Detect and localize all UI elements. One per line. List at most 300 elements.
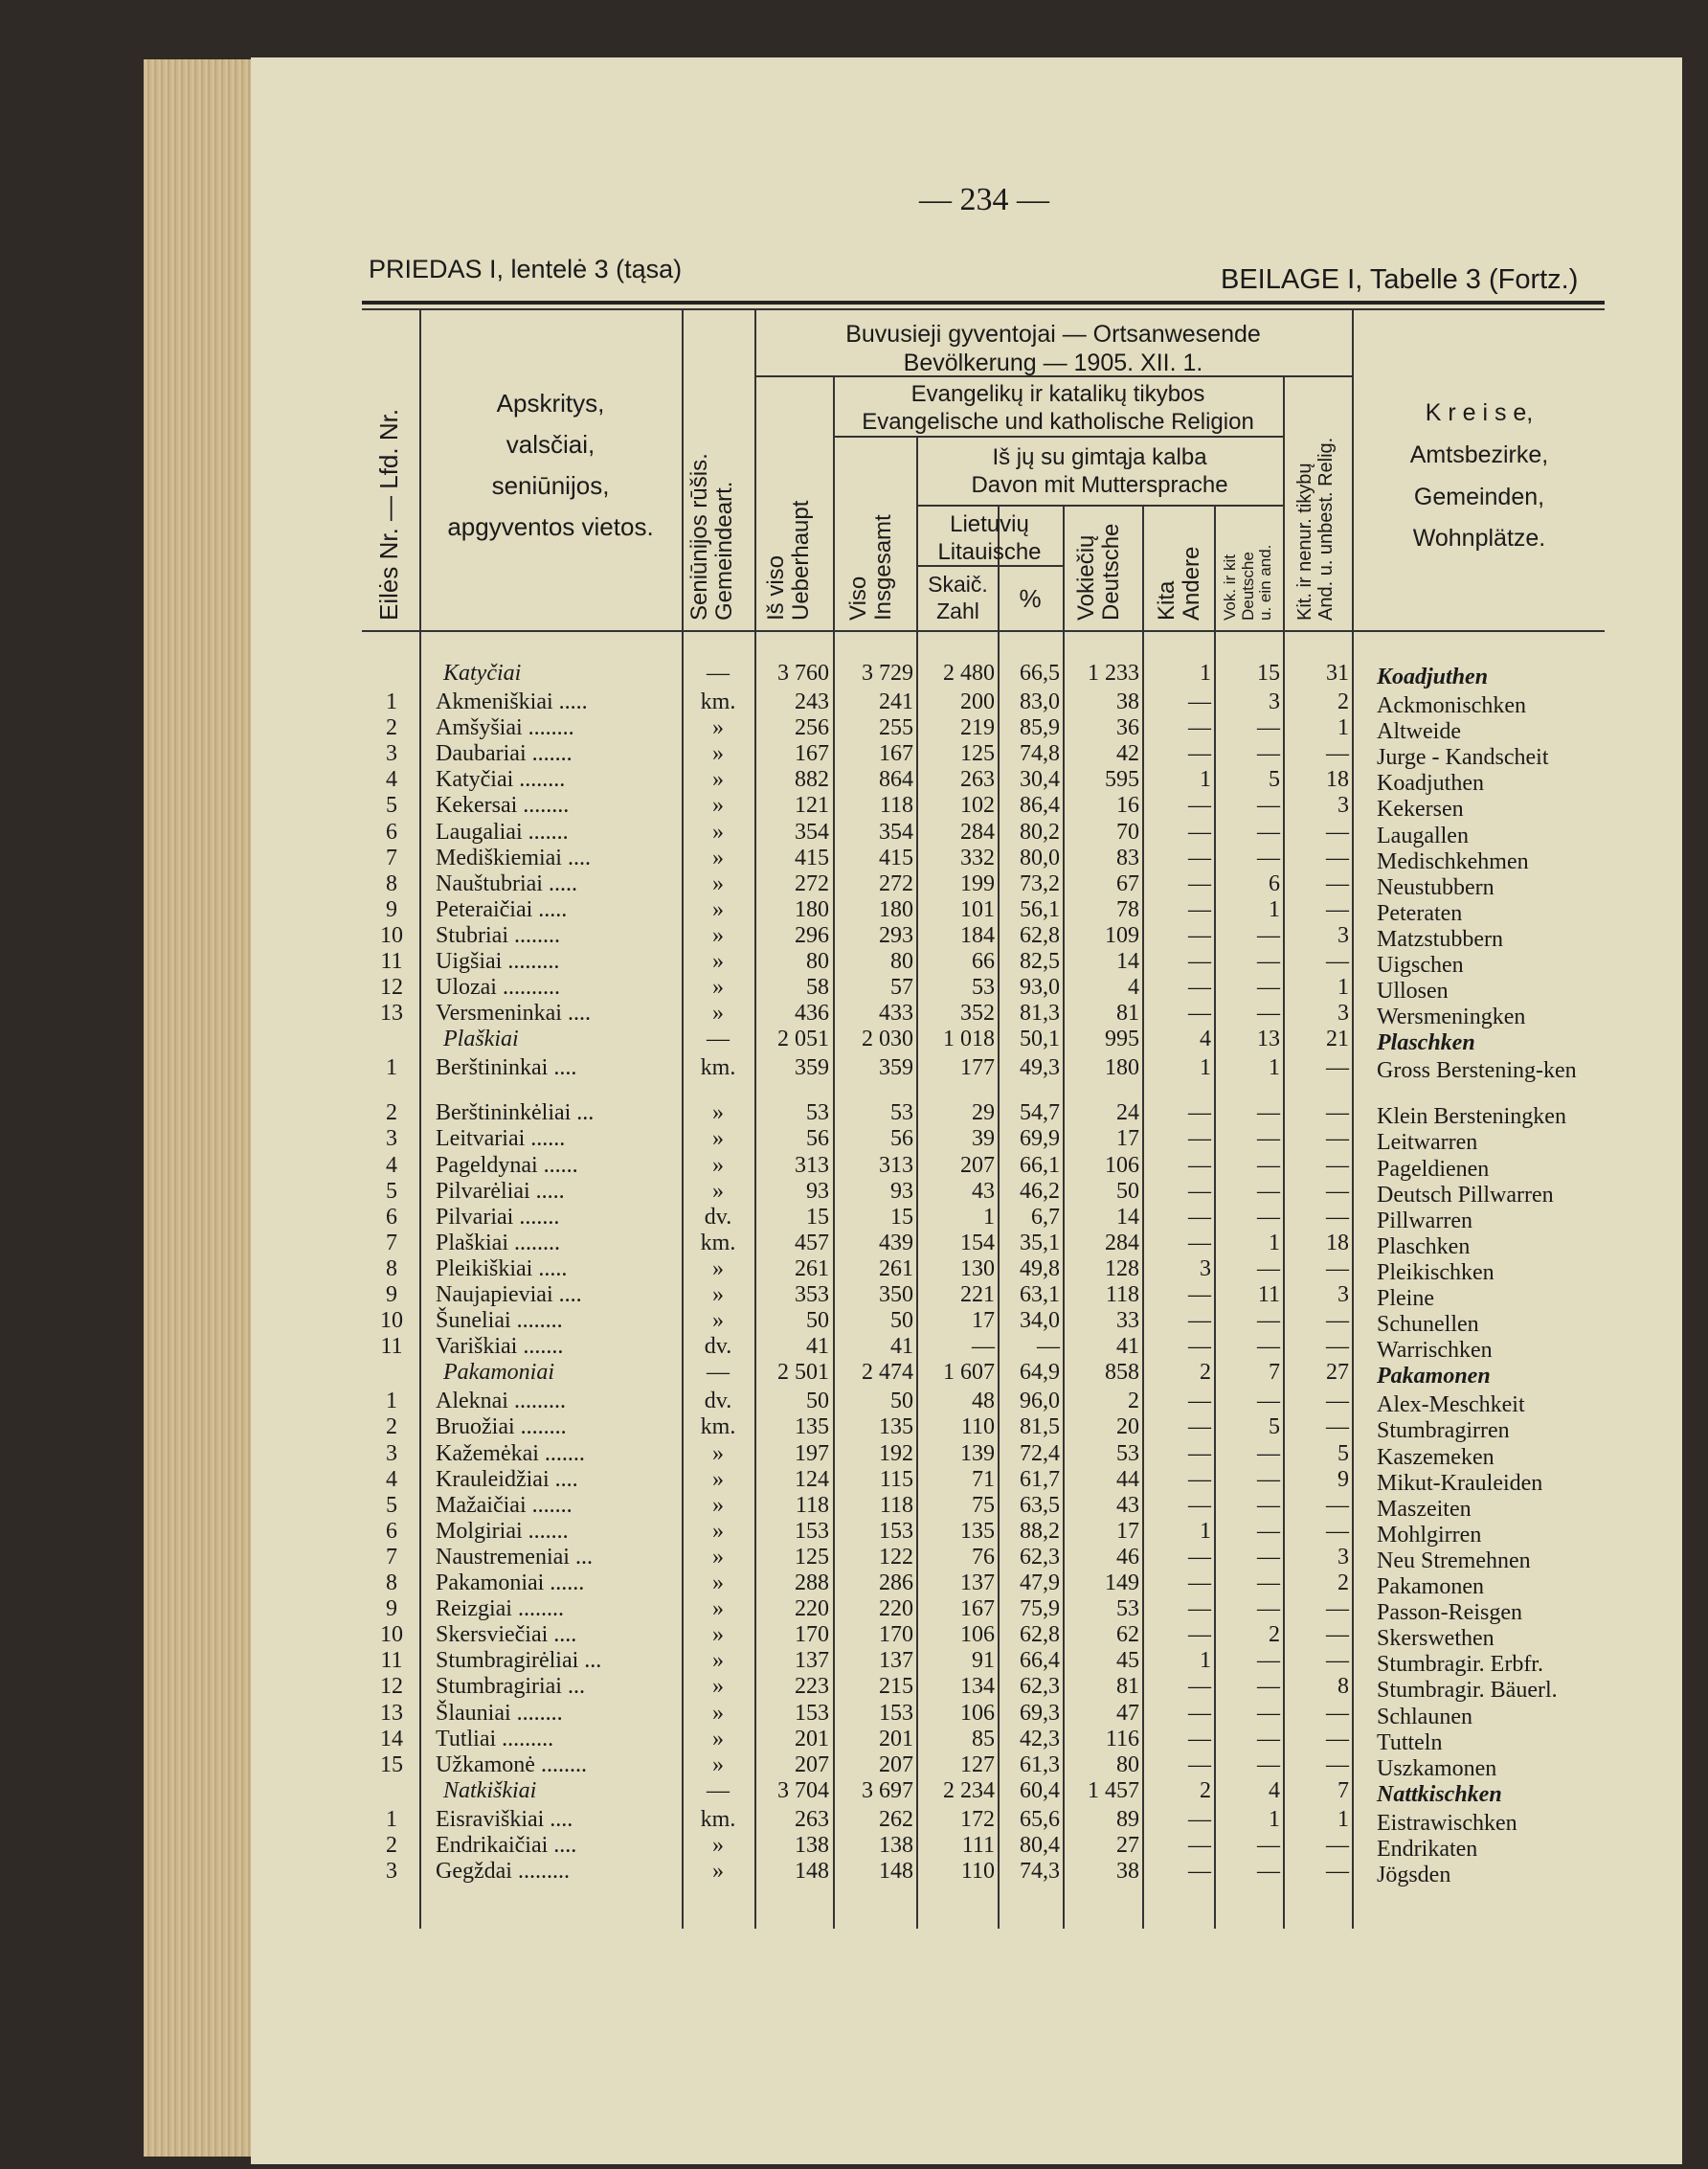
cell-pct: 49,8	[1020, 1255, 1060, 1281]
cell-pct: 60,4	[1020, 1777, 1060, 1803]
cell-skaic: 284	[960, 819, 995, 845]
cell-vok: 53	[1116, 1440, 1139, 1466]
cell-kita: 1	[1200, 1055, 1211, 1081]
cell-kita: —	[1188, 845, 1211, 870]
cell-total: 313	[795, 1152, 829, 1178]
hdr-name-line-4: apgyventos vietos.	[447, 511, 654, 541]
cell-pct: 63,1	[1020, 1282, 1060, 1307]
cell-kit: —	[1326, 896, 1349, 922]
cell-skaic: 1 018	[943, 1027, 995, 1052]
cell-de: Peteraten	[1377, 900, 1463, 926]
cell-kit: 18	[1326, 767, 1349, 793]
cell-vokkit: —	[1257, 1674, 1280, 1700]
cell-name: Stumbragirėliai ...	[436, 1648, 602, 1674]
cell-type: »	[712, 715, 724, 741]
cell-type: »	[712, 1832, 724, 1858]
cell-type: »	[712, 1622, 724, 1648]
cell-vokkit: —	[1257, 1126, 1280, 1152]
cell-type: »	[712, 1001, 724, 1027]
cell-type: km.	[700, 689, 736, 714]
cell-vokkit: —	[1257, 1440, 1280, 1466]
cell-kit: —	[1326, 1152, 1349, 1178]
cell-viso: 2 030	[862, 1027, 913, 1052]
top-rule-thin	[362, 308, 1605, 310]
cell-vokkit: 1	[1269, 1055, 1280, 1081]
cell-total: 137	[795, 1648, 829, 1674]
cell-skaic: 177	[960, 1055, 995, 1081]
cell-vokkit: —	[1257, 1751, 1280, 1777]
cell-kit: —	[1326, 1308, 1349, 1334]
cell-kita: —	[1188, 1700, 1211, 1726]
cell-type: »	[712, 1648, 724, 1674]
hdr-viso	[846, 514, 897, 621]
cell-skaic: —	[972, 1334, 995, 1360]
cell-viso: 153	[879, 1700, 913, 1726]
cell-pct: 72,4	[1020, 1440, 1060, 1466]
cell-kit: 1	[1337, 975, 1349, 1001]
cell-type: »	[712, 1544, 724, 1570]
cell-vok: 70	[1116, 819, 1139, 845]
cell-type: »	[712, 1859, 724, 1884]
cell-vok: 44	[1116, 1466, 1139, 1492]
cell-vok: 38	[1116, 689, 1139, 714]
cell-total: 170	[795, 1622, 829, 1648]
header-left: PRIEDAS I, lentelė 3 (tąsa)	[369, 255, 683, 283]
cell-vok: 89	[1116, 1806, 1139, 1832]
cell-kit: —	[1326, 1178, 1349, 1204]
cell-total: 93	[806, 1178, 829, 1204]
cell-vokkit: —	[1257, 949, 1280, 974]
cell-kit: —	[1326, 1596, 1349, 1622]
hdr-type	[687, 453, 738, 621]
cell-viso: 3 697	[862, 1777, 913, 1803]
cell-de: Leitwarren	[1377, 1130, 1478, 1156]
cell-total: 457	[795, 1230, 829, 1255]
cell-type: »	[712, 1570, 724, 1595]
cell-total: 2 051	[777, 1027, 829, 1052]
cell-vok: 149	[1105, 1570, 1139, 1595]
cell-pct: 61,3	[1020, 1751, 1060, 1777]
cell-skaic: 2 480	[943, 661, 995, 686]
cell-kit: —	[1326, 1255, 1349, 1281]
cell-kita: —	[1188, 1859, 1211, 1884]
cell-viso: 313	[879, 1152, 913, 1178]
cell-skaic: 106	[960, 1622, 995, 1648]
cell-total: 58	[806, 975, 829, 1001]
cell-name: Skersviečiai ....	[436, 1622, 577, 1648]
cell-type: »	[712, 793, 724, 819]
cell-type: —	[707, 1777, 730, 1803]
cell-vok: 17	[1116, 1126, 1139, 1152]
cell-kit: —	[1326, 819, 1349, 845]
cell-pct: 62,3	[1020, 1544, 1060, 1570]
cell-kita: —	[1188, 1726, 1211, 1751]
cell-nr: 7	[386, 1230, 397, 1255]
cell-vokkit: 1	[1269, 1230, 1280, 1255]
cell-type: »	[712, 1255, 724, 1281]
cell-total: 288	[795, 1570, 829, 1595]
cell-name: Leitvariai ......	[436, 1126, 566, 1152]
cell-vokkit: —	[1257, 1700, 1280, 1726]
cell-viso: 50	[890, 1308, 913, 1334]
hdr-total-line-2: Ueberhaupt	[788, 500, 815, 621]
cell-viso: 864	[879, 767, 913, 793]
cell-de: Laugallen	[1377, 823, 1469, 848]
cell-kit: 31	[1326, 661, 1349, 686]
cell-vok: 67	[1116, 870, 1139, 896]
cell-de: Alex-Meschkeit	[1377, 1392, 1525, 1418]
cell-kit: 9	[1337, 1466, 1349, 1492]
cell-vokkit: —	[1257, 741, 1280, 767]
cell-pct: 80,0	[1020, 845, 1060, 870]
cell-total: 415	[795, 845, 829, 870]
cell-type: km.	[700, 1055, 736, 1081]
cell-kit: 2	[1337, 689, 1349, 714]
cell-de: Kekersen	[1377, 797, 1464, 823]
cell-type: »	[712, 1440, 724, 1466]
cell-name: Kekersai ........	[436, 793, 570, 819]
cell-kita: 1	[1200, 767, 1211, 793]
hdr-name-line-2: valsčiai,	[506, 429, 596, 459]
cell-vok: 116	[1105, 1726, 1139, 1751]
cell-name: Nauštubriai .....	[436, 870, 577, 896]
top-rule	[362, 301, 1605, 305]
cell-pct: 62,8	[1020, 1622, 1060, 1648]
cell-viso: 135	[879, 1414, 913, 1440]
cell-vok: 858	[1105, 1360, 1139, 1386]
cell-pct: 65,6	[1020, 1806, 1060, 1832]
cell-kita: —	[1188, 793, 1211, 819]
hdr-kit-religion-line-2: And. u. unbest. Relig.	[1315, 437, 1337, 621]
cell-viso: 433	[879, 1001, 913, 1027]
cell-pct: 62,8	[1020, 922, 1060, 948]
cell-vok: 27	[1116, 1832, 1139, 1858]
cell-kita: 2	[1200, 1360, 1211, 1386]
cell-vok: 41	[1116, 1334, 1139, 1360]
cell-skaic: 134	[960, 1674, 995, 1700]
cell-vok: 43	[1116, 1492, 1139, 1518]
cell-skaic: 1	[983, 1204, 995, 1230]
cell-vokkit: —	[1257, 715, 1280, 741]
cell-skaic: 17	[972, 1308, 995, 1334]
cell-kita: 1	[1200, 1518, 1211, 1544]
hdr-evangeliku-line-1: Evangelikų ir katalikų tikybos	[910, 381, 1205, 407]
hdr-lietuviu-line-1: Lietuvių	[950, 511, 1029, 537]
cell-kit: —	[1326, 1389, 1349, 1414]
cell-kit: —	[1326, 1622, 1349, 1648]
cell-viso: 359	[879, 1055, 913, 1081]
cell-vokkit: 15	[1257, 661, 1280, 686]
cell-vok: 595	[1105, 767, 1139, 793]
cell-nr: 7	[386, 845, 397, 870]
cell-kit: —	[1326, 845, 1349, 870]
cell-de: Neustubbern	[1377, 874, 1494, 900]
cell-nr: 7	[386, 1544, 397, 1570]
cell-total: 256	[795, 715, 829, 741]
cell-vokkit: —	[1257, 793, 1280, 819]
cell-kit: —	[1326, 1751, 1349, 1777]
cell-skaic: 48	[972, 1389, 995, 1414]
cell-vokkit: —	[1257, 1255, 1280, 1281]
cell-de: Schlaunen	[1377, 1704, 1472, 1729]
cell-total: 121	[795, 793, 829, 819]
cell-kit: —	[1326, 1100, 1349, 1126]
cell-nr: 11	[380, 1648, 403, 1674]
cell-type: »	[712, 1126, 724, 1152]
cell-skaic: 29	[972, 1100, 995, 1126]
cell-viso: 80	[890, 949, 913, 974]
cell-kita: 1	[1200, 1648, 1211, 1674]
cell-skaic: 110	[960, 1859, 995, 1884]
cell-total: 353	[795, 1282, 829, 1307]
cell-kita: —	[1188, 1152, 1211, 1178]
cell-name: Akmeniškiai .....	[436, 689, 588, 714]
cell-pct: 80,2	[1020, 819, 1060, 845]
cell-type: »	[712, 1308, 724, 1334]
cell-viso: 170	[879, 1622, 913, 1648]
cell-nr: 2	[386, 1832, 397, 1858]
cell-kita: —	[1188, 741, 1211, 767]
cell-kita: 3	[1200, 1255, 1211, 1281]
cell-skaic: 199	[960, 870, 995, 896]
cell-pct: —	[1037, 1334, 1060, 1360]
cell-pct: 69,3	[1020, 1700, 1060, 1726]
cell-vok: 83	[1116, 845, 1139, 870]
cell-kit: —	[1326, 870, 1349, 896]
cell-skaic: 200	[960, 689, 995, 714]
cell-type: »	[712, 819, 724, 845]
cell-kit: —	[1326, 949, 1349, 974]
cell-pct: 63,5	[1020, 1492, 1060, 1518]
cell-nr: 12	[380, 975, 403, 1001]
cell-name: Tutliai .........	[436, 1726, 554, 1751]
cell-name: Ulozai ..........	[436, 975, 560, 1001]
cell-nr: 15	[380, 1751, 403, 1777]
cell-vok: 17	[1116, 1518, 1139, 1544]
cell-kit: 1	[1337, 1806, 1349, 1832]
cell-vokkit: —	[1257, 1178, 1280, 1204]
cell-nr: 9	[386, 896, 397, 922]
cell-skaic: 184	[960, 922, 995, 948]
cell-name: Mediškiemiai ....	[436, 845, 591, 870]
cell-total: 223	[795, 1674, 829, 1700]
cell-nr: 6	[386, 819, 397, 845]
cell-kita: —	[1188, 1440, 1211, 1466]
cell-total: 243	[795, 689, 829, 714]
cell-kit: 7	[1337, 1777, 1349, 1803]
cell-name: Daubariai .......	[436, 741, 573, 767]
hdr-vokieciu-line-2: Deutsche	[1098, 523, 1125, 621]
hdr-line-gimtaja	[916, 505, 1283, 507]
hdr-vok-ir-kit-line-1: Vok. ir kit	[1221, 554, 1239, 621]
cell-pct: 66,4	[1020, 1648, 1060, 1674]
cell-viso: 272	[879, 870, 913, 896]
cell-skaic: 352	[960, 1001, 995, 1027]
hdr-nr: Eilės Nr. — Lfd. Nr.	[374, 408, 403, 621]
cell-skaic: 1 607	[943, 1360, 995, 1386]
cell-name: Krauleidžiai ....	[436, 1466, 578, 1492]
cell-total: 56	[806, 1126, 829, 1152]
cell-vok: 33	[1116, 1308, 1139, 1334]
cell-viso: 255	[879, 715, 913, 741]
cell-viso: 262	[879, 1806, 913, 1832]
cell-type: dv.	[704, 1389, 732, 1414]
cell-total: 80	[806, 949, 829, 974]
cell-vokkit: —	[1257, 845, 1280, 870]
cell-total: 882	[795, 767, 829, 793]
cell-pct: 49,3	[1020, 1055, 1060, 1081]
cell-kit: —	[1326, 741, 1349, 767]
cell-pct: 86,4	[1020, 793, 1060, 819]
cell-vokkit: —	[1257, 1466, 1280, 1492]
cell-type: —	[707, 1027, 730, 1052]
hdr-kita-line-2: Andere	[1179, 546, 1205, 621]
cell-total: 153	[795, 1700, 829, 1726]
cell-vok: 42	[1116, 741, 1139, 767]
hdr-skaic-line-2: Zahl	[936, 598, 979, 623]
cell-nr: 3	[386, 1859, 397, 1884]
cell-total: 167	[795, 741, 829, 767]
cell-pct: 6,7	[1031, 1204, 1060, 1230]
cell-vokkit: —	[1257, 1596, 1280, 1622]
cell-viso: 153	[879, 1518, 913, 1544]
cell-vokkit: —	[1257, 1100, 1280, 1126]
cell-type: »	[712, 1518, 724, 1544]
cell-vok: 20	[1116, 1414, 1139, 1440]
cell-nr: 4	[386, 767, 397, 793]
cell-viso: 207	[879, 1751, 913, 1777]
cell-viso: 57	[890, 975, 913, 1001]
cell-name: Molgiriai .......	[436, 1518, 569, 1544]
cell-type: »	[712, 1492, 724, 1518]
hdr-vok-ir-kit	[1222, 545, 1275, 621]
cell-de: Ullosen	[1377, 979, 1449, 1005]
cell-viso: 286	[879, 1570, 913, 1595]
hdr-type-line-1: Seniūnijos rūšis.	[686, 453, 712, 621]
cell-pct: 96,0	[1020, 1389, 1060, 1414]
cell-nr: 10	[380, 1308, 403, 1334]
cell-pct: 73,2	[1020, 870, 1060, 896]
cell-name: Plaškiai ........	[436, 1230, 560, 1255]
cell-skaic: 110	[960, 1414, 995, 1440]
cell-skaic: 137	[960, 1570, 995, 1595]
cell-kita: —	[1188, 1570, 1211, 1595]
hdr-vok-ir-kit-line-3: u. ein and.	[1256, 544, 1275, 621]
hdr-kreise-line-2: Amtsbezirke,	[1409, 441, 1549, 468]
cell-type: km.	[700, 1230, 736, 1255]
cell-type: »	[712, 1466, 724, 1492]
cell-kit: —	[1326, 1726, 1349, 1751]
cell-de: Deutsch Pillwarren	[1377, 1182, 1554, 1208]
cell-de: Schunellen	[1377, 1312, 1479, 1338]
cell-viso: 15	[890, 1204, 913, 1230]
cell-vokkit: —	[1257, 922, 1280, 948]
cell-type: —	[707, 661, 730, 686]
cell-vokkit: —	[1257, 1389, 1280, 1414]
cell-type: »	[712, 975, 724, 1001]
cell-skaic: 263	[960, 767, 995, 793]
cell-total: 153	[795, 1518, 829, 1544]
cell-skaic: 139	[960, 1440, 995, 1466]
cell-vok: 53	[1116, 1596, 1139, 1622]
cell-kit: —	[1326, 1832, 1349, 1858]
cell-pct: 81,5	[1020, 1414, 1060, 1440]
cell-name: Eisraviškiai ....	[436, 1806, 573, 1832]
cell-nr: 6	[386, 1518, 397, 1544]
cell-viso: 53	[890, 1100, 913, 1126]
cell-kita: —	[1188, 1674, 1211, 1700]
cell-kita: —	[1188, 1751, 1211, 1777]
cell-type: »	[712, 1282, 724, 1307]
cell-nr: 11	[380, 949, 403, 974]
cell-vok: 81	[1116, 1001, 1139, 1027]
cell-viso: 293	[879, 922, 913, 948]
cell-pct: 50,1	[1020, 1027, 1060, 1052]
cell-viso: 41	[890, 1334, 913, 1360]
cell-name: Gegždai .........	[436, 1859, 570, 1884]
cell-name: Stumbragiriai ...	[436, 1674, 585, 1700]
cell-viso: 241	[879, 689, 913, 714]
cell-kita: —	[1188, 1389, 1211, 1414]
cell-skaic: 111	[961, 1832, 995, 1858]
cell-de: Stumbragir. Bäuerl.	[1377, 1678, 1558, 1704]
cell-pct: 47,9	[1020, 1570, 1060, 1595]
cell-name: Plaškiai	[443, 1027, 519, 1052]
cell-de: Tutteln	[1377, 1729, 1443, 1755]
cell-nr: 1	[386, 1055, 397, 1081]
cell-vok: 46	[1116, 1544, 1139, 1570]
cell-de: Jögsden	[1377, 1863, 1451, 1887]
cell-pct: 64,9	[1020, 1360, 1060, 1386]
cell-nr: 3	[386, 1126, 397, 1152]
cell-viso: 122	[879, 1544, 913, 1570]
cell-de: Stumbragirren	[1377, 1418, 1510, 1444]
cell-vok: 1 233	[1088, 661, 1139, 686]
cell-vokkit: —	[1257, 1832, 1280, 1858]
cell-total: 124	[795, 1466, 829, 1492]
cell-kita: —	[1188, 1001, 1211, 1027]
cell-kita: —	[1188, 1544, 1211, 1570]
cell-skaic: 207	[960, 1152, 995, 1178]
cell-skaic: 91	[972, 1648, 995, 1674]
hdr-kita-line-1: Kita	[1154, 580, 1180, 621]
cell-skaic: 221	[960, 1282, 995, 1307]
cell-vok: 80	[1116, 1751, 1139, 1777]
hdr-name-line-1: Apskritys,	[496, 389, 605, 418]
cell-kita: —	[1188, 1178, 1211, 1204]
cell-pct: 66,5	[1020, 661, 1060, 686]
cell-name: Versmeninkai ....	[436, 1001, 591, 1027]
cell-nr: 13	[380, 1700, 403, 1726]
cell-vok: 36	[1116, 715, 1139, 741]
cell-name: Variškiai .......	[436, 1334, 564, 1360]
hdr-vokieciu-line-1: Vokiečių	[1073, 534, 1099, 621]
hdr-kit-religion-line-1: Kit. ir nenur. tikybų	[1294, 463, 1315, 621]
cell-type: dv.	[704, 1204, 732, 1230]
cell-total: 354	[795, 819, 829, 845]
cell-pct: 56,1	[1020, 896, 1060, 922]
cell-viso: 215	[879, 1674, 913, 1700]
cell-de: Pakamonen	[1377, 1364, 1491, 1390]
cell-viso: 439	[879, 1230, 913, 1255]
cell-type: »	[712, 1100, 724, 1126]
cell-total: 135	[795, 1414, 829, 1440]
cell-viso: 93	[890, 1178, 913, 1204]
cell-nr: 3	[386, 741, 397, 767]
cell-viso: 167	[879, 741, 913, 767]
cell-viso: 50	[890, 1389, 913, 1414]
cell-kita: 4	[1200, 1027, 1211, 1052]
